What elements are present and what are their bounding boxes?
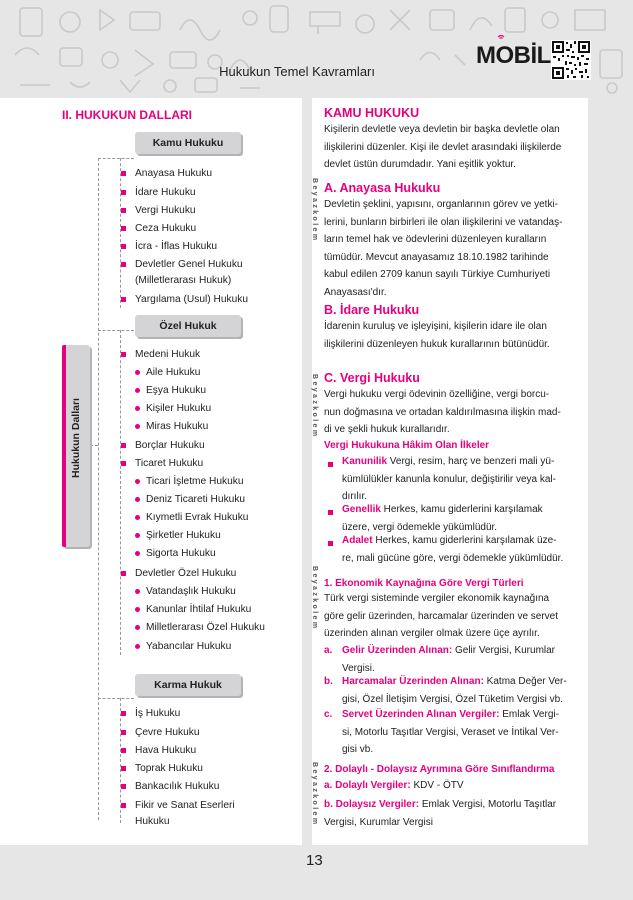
principle-text: re, mali gücüne göre, vergi ödemekle yükümlüdür. bbox=[342, 552, 564, 564]
paragraph-line: Devletin şeklini, yapısını, organlarının görev ve yetki- bbox=[324, 199, 558, 210]
tree-branch-line bbox=[98, 158, 134, 159]
bullet-square bbox=[121, 748, 126, 753]
list-sub-item: Şirketler Hukuku bbox=[146, 530, 221, 541]
list-sub-item: Kişiler Hukuku bbox=[146, 403, 212, 414]
principle-key: Kanunilik bbox=[342, 456, 388, 467]
paragraph-line: Kişilerin devletle veya devletin bir başka devletle olan bbox=[324, 124, 560, 135]
dolayli-value: KDV - ÖTV bbox=[410, 780, 464, 791]
bullet-square bbox=[121, 190, 126, 195]
list-item: Hukuku bbox=[135, 816, 170, 827]
list-item: Devletler Özel Hukuku bbox=[135, 568, 237, 579]
bullet-square bbox=[121, 571, 126, 576]
paragraph-line: Türk vergi sisteminde vergiler ekonomik kaynağına bbox=[324, 593, 550, 604]
side-watermark: Beyazkolem bbox=[311, 178, 318, 243]
bullet-square bbox=[328, 510, 333, 515]
list-sub-item: Kıymetli Evrak Hukuku bbox=[146, 512, 249, 523]
bullet-square bbox=[121, 803, 126, 808]
principle-text: Herkes, kamu giderlerini karşılamak bbox=[380, 504, 543, 515]
principle-key: Genellik bbox=[342, 504, 381, 515]
bullet-dot bbox=[135, 607, 140, 612]
bullet-dot bbox=[135, 515, 140, 520]
bullet-dot bbox=[135, 644, 140, 649]
bullet-dot bbox=[135, 479, 140, 484]
bullet-square bbox=[121, 730, 126, 735]
list-item: İcra - İflas Hukuku bbox=[135, 241, 218, 252]
paragraph-line: ilişkilerini düzenler. Kişi ile devlet arasındaki ilişkilerde bbox=[324, 141, 562, 153]
tree-sub-line bbox=[120, 158, 121, 308]
ozel-hukuk-box: Özel Hukuk bbox=[135, 315, 241, 337]
bullet-square bbox=[121, 461, 126, 466]
hukukun-dallari-label: Hukukun Dalları bbox=[70, 398, 82, 478]
accent-bar bbox=[62, 345, 66, 547]
list-item: Yargılama (Usul) Hukuku bbox=[135, 294, 249, 305]
list-item: Ticaret Hukuku bbox=[135, 458, 204, 469]
bullet-square bbox=[121, 262, 126, 267]
tax-type-text: Gelir Vergisi, Kurumlar bbox=[452, 645, 556, 656]
list-item: İdare Hukuku bbox=[135, 187, 196, 198]
tax-type-key: Gelir Üzerinden Alınan: bbox=[342, 645, 453, 656]
list-letter: c. bbox=[324, 709, 333, 720]
paragraph-line: lerini, bunların birbirleri ile olan ilişkilerini ve vatandaş- bbox=[324, 216, 563, 228]
paragraph-line: İdarenin kuruluş ve işleyişini, kişilerin idare ile olan bbox=[324, 321, 547, 332]
list-item: Bankacılık Hukuku bbox=[135, 781, 220, 792]
bullet-dot bbox=[135, 406, 140, 411]
tax-type-text: si, Motorlu Taşıtlar Vergisi, Veraset ve İntikal Ver- bbox=[342, 726, 559, 738]
tax-type-text: gisi, Özel İletişim Vergisi, Özel Tüketim Vergisi vb. bbox=[342, 693, 563, 705]
list-sub-item: Eşya Hukuku bbox=[146, 385, 207, 396]
kamu-hukuku-heading: KAMU HUKUKU bbox=[324, 106, 420, 120]
paragraph-line: devlet üstün durumdadır. Yani eşitlik yoktur. bbox=[324, 159, 516, 171]
ilkeler-heading: Vergi Hukukuna Hâkim Olan İlkeler bbox=[324, 440, 490, 451]
bullet-dot bbox=[135, 497, 140, 502]
list-item: Borçlar Hukuku bbox=[135, 440, 205, 451]
list-item: Çevre Hukuku bbox=[135, 727, 200, 738]
paragraph-line: göre gelir üzerinden, harcamalar üzerinden ve servet bbox=[324, 610, 559, 622]
bullet-dot bbox=[135, 533, 140, 538]
bullet-square bbox=[121, 352, 126, 357]
list-sub-item: Yabancılar Hukuku bbox=[146, 641, 232, 652]
tax-type-key: Harcamalar Üzerinden Alınan: bbox=[342, 676, 484, 687]
bullet-dot bbox=[135, 625, 140, 630]
paragraph-line: Vergi hukuku vergi ödevinin özelliğine, vergi borcu- bbox=[324, 389, 550, 400]
tax-type-text: Katma Değer Ver- bbox=[483, 676, 567, 687]
tax-type-key: Servet Üzerinden Alınan Vergiler: bbox=[342, 709, 500, 720]
tree-branch-line bbox=[90, 445, 98, 446]
paragraph-line: kabul edilen 2709 kanun sayılı Türkiye Cumhuriyeti bbox=[324, 269, 551, 281]
list-item: Ceza Hukuku bbox=[135, 223, 197, 234]
tax-type-text: gisi vb. bbox=[342, 744, 374, 756]
principle-text: kümlülükler kanunla konulur, değiştirilir veya kal- bbox=[342, 473, 556, 485]
mobil-logo: MOBİL bbox=[476, 42, 551, 69]
paragraph-line: Anayasası'dır. bbox=[324, 286, 387, 298]
idare-heading: B. İdare Hukuku bbox=[324, 303, 420, 317]
list-item: Hava Hukuku bbox=[135, 745, 197, 756]
bullet-square bbox=[121, 208, 126, 213]
tax-type-text: Vergisi. bbox=[342, 662, 375, 674]
principle-text: dırılır. bbox=[342, 491, 368, 503]
list-item: Anayasa Hukuku bbox=[135, 168, 213, 179]
bullet-square bbox=[121, 784, 126, 789]
paragraph-line: nun doğmasına ve ortadan kaldırılmasına ilişkin mad- bbox=[324, 406, 561, 418]
list-sub-item: Kanunlar İhtilaf Hukuku bbox=[146, 604, 252, 615]
side-watermark: Beyazkolem bbox=[311, 762, 318, 827]
bullet-dot bbox=[135, 589, 140, 594]
bullet-square bbox=[121, 226, 126, 231]
kamu-hukuku-box: Kamu Hukuku bbox=[135, 132, 241, 154]
right-margin bbox=[588, 98, 633, 848]
list-item: Devletler Genel Hukuku bbox=[135, 259, 243, 270]
header-title: Hukukun Temel Kavramları bbox=[219, 64, 375, 79]
wifi-icon bbox=[497, 33, 505, 41]
bullet-dot bbox=[135, 424, 140, 429]
anayasa-heading: A. Anayasa Hukuku bbox=[324, 181, 441, 195]
paragraph-line: üzerinden alınan vergiler olmak üzere üçe ayrılır. bbox=[324, 628, 540, 640]
section-title: II. HUKUKUN DALLARI bbox=[62, 108, 192, 122]
list-item: Medeni Hukuk bbox=[135, 349, 201, 360]
tree-branch-line bbox=[98, 698, 134, 699]
dolaysiz-value: Emlak Vergisi, Motorlu Taşıtlar bbox=[419, 799, 557, 810]
principle-text: Vergi, resim, harç ve benzeri mali yü- bbox=[387, 456, 555, 467]
principle-key: Adalet bbox=[342, 535, 373, 546]
dolaysiz-value: Vergisi, Kurumlar Vergisi bbox=[324, 816, 433, 828]
bullet-dot bbox=[135, 388, 140, 393]
bullet-square bbox=[121, 171, 126, 176]
list-sub-item: Sigorta Hukuku bbox=[146, 548, 216, 559]
bullet-square bbox=[121, 244, 126, 249]
vergi-heading: C. Vergi Hukuku bbox=[324, 371, 420, 385]
list-sub-item: Miras Hukuku bbox=[146, 421, 209, 432]
tax-type-text: Emlak Vergi- bbox=[499, 709, 559, 720]
list-sub-item: Ticari İşletme Hukuku bbox=[146, 476, 244, 487]
principle-text: üzere, vergi ödemekle yükümlüdür. bbox=[342, 521, 498, 533]
bullet-dot bbox=[135, 370, 140, 375]
dolayli-heading: 2. Dolaylı - Dolaysız Ayrımına Göre Sınıflandırma bbox=[324, 764, 555, 775]
tree-sub-line bbox=[120, 330, 121, 655]
bullet-square bbox=[328, 462, 333, 467]
dolaysiz-key: b. Dolaysız Vergiler: bbox=[324, 799, 420, 810]
principle-text: Herkes, kamu giderlerini karşılamak üze- bbox=[372, 535, 557, 546]
tree-trunk-line bbox=[98, 158, 99, 820]
list-item: (Milletlerarası Hukuk) bbox=[135, 275, 232, 286]
list-sub-item: Aile Hukuku bbox=[146, 367, 201, 378]
side-watermark: Beyazkolem bbox=[311, 374, 318, 439]
bullet-square bbox=[121, 766, 126, 771]
paragraph-line: di ve şekli hukuk kurallarıdır. bbox=[324, 424, 450, 436]
list-sub-item: Vatandaşlık Hukuku bbox=[146, 586, 236, 597]
paragraph-line: ilişkilerini düzenleyen hukuk kurallarının bütünüdür. bbox=[324, 338, 550, 350]
list-sub-item: Milletlerarası Özel Hukuku bbox=[146, 622, 265, 633]
karma-hukuk-box: Karma Hukuk bbox=[135, 674, 241, 696]
paragraph-line: ların temel hak ve ödevlerini düzenleyen kuralların bbox=[324, 234, 547, 246]
list-letter: a. bbox=[324, 645, 333, 656]
bullet-square bbox=[121, 297, 126, 302]
bullet-square bbox=[328, 541, 333, 546]
paragraph-line: tümüdür. Mevcut anayasamız 18.10.1982 tarihinde bbox=[324, 251, 549, 263]
qr-code-icon[interactable] bbox=[551, 40, 591, 80]
list-letter: b. bbox=[324, 676, 333, 687]
ekonomik-heading: 1. Ekonomik Kaynağına Göre Vergi Türleri bbox=[324, 578, 524, 589]
bullet-square bbox=[121, 443, 126, 448]
list-item: Toprak Hukuku bbox=[135, 763, 203, 774]
list-item: Vergi Hukuku bbox=[135, 205, 196, 216]
list-item: Fikir ve Sanat Eserleri bbox=[135, 800, 235, 811]
page-number: 13 bbox=[306, 852, 323, 869]
bullet-dot bbox=[135, 551, 140, 556]
bullet-square bbox=[121, 711, 126, 716]
list-sub-item: Deniz Ticareti Hukuku bbox=[146, 494, 246, 505]
list-item: İş Hukuku bbox=[135, 708, 181, 719]
dolayli-key: a. Dolaylı Vergiler: bbox=[324, 780, 411, 791]
side-watermark: Beyazkolem bbox=[311, 566, 318, 631]
tree-branch-line bbox=[98, 330, 134, 331]
